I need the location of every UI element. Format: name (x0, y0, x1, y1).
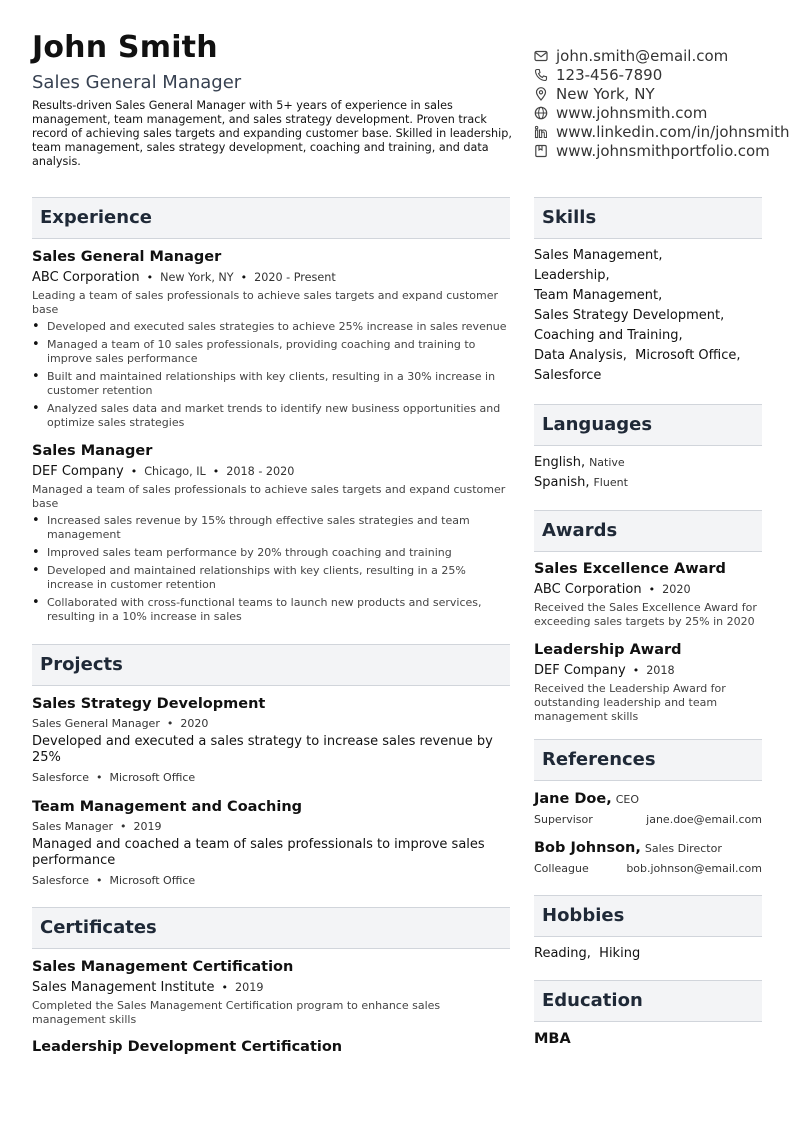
project-role: Sales Manager (32, 820, 113, 833)
linkedin-icon (534, 125, 548, 139)
skill-row (534, 326, 762, 346)
skill-row (534, 346, 762, 366)
contact-website-text: www.johnsmith.com (556, 103, 708, 122)
contact-linkedin[interactable] (534, 122, 794, 141)
reference-name: Bob Johnson, (534, 840, 641, 856)
contact-location (534, 84, 794, 103)
skill-item: Microsoft Office, (635, 348, 741, 363)
award-title: Leadership Award (534, 642, 682, 658)
achievement-item: • Analyzed sales data and market trends to identify new business opportunities and optimize sales strategies (32, 402, 510, 430)
reference-item (534, 840, 762, 875)
reference-details (534, 813, 762, 826)
award-meta: DEF Company • 2018 (534, 663, 675, 678)
contact-linkedin-text: www.linkedin.com/in/johnsmith (556, 122, 790, 141)
tool-tag: Salesforce (32, 874, 89, 887)
tool-tag: Microsoft Office (109, 874, 196, 887)
project-year: 2019 (133, 820, 162, 833)
certificate-item (32, 959, 510, 1027)
certificate-title: Leadership Development Certification (32, 1039, 343, 1055)
award-description: Received the Sales Excellence Award for exceeding sales targets by 25% in 2020 (534, 601, 757, 628)
projects-heading: Projects (32, 644, 510, 686)
awards-heading: Awards (534, 510, 762, 552)
project-title: Sales Strategy Development (32, 696, 266, 712)
certificate-item (32, 1039, 510, 1055)
location-icon (534, 87, 548, 101)
achievement-item: • Collaborated with cross-functional teams to launch new products and services, resulting in a 10% increase in sales (32, 596, 510, 624)
award-title: Sales Excellence Award (534, 561, 726, 577)
job-location: New York, NY (160, 271, 234, 284)
reference-name: Jane Doe, (534, 791, 612, 807)
hobbies-list (534, 944, 762, 964)
right-column (534, 197, 762, 1047)
reference-relation: Colleague (534, 862, 589, 875)
skill-item: Salesforce (534, 368, 602, 383)
job-description: Managed a team of sales professionals to achieve sales targets and expand customer base (32, 483, 506, 510)
certificate-title: Sales Management Certification (32, 959, 294, 975)
achievement-item: • Built and maintained relationships with key clients, resulting in a 30% increase in customer retention (32, 370, 510, 398)
contact-portfolio-text: www.johnsmithportfolio.com (556, 141, 770, 160)
candidate-title: Sales General Manager (32, 72, 242, 93)
languages-heading: Languages (534, 404, 762, 446)
award-description: Received the Leadership Award for outstanding leadership and team management skills (534, 682, 726, 723)
skill-item: Data Analysis, (534, 348, 627, 363)
job-dates: 2018 - 2020 (226, 465, 295, 478)
candidate-name: John Smith (32, 30, 218, 65)
project-year: 2020 (180, 717, 209, 730)
languages-list (534, 453, 762, 493)
certificate-year: 2019 (235, 981, 264, 994)
achievement-item: • Developed and executed sales strategies to achieve 25% increase in sales revenue (32, 320, 510, 334)
job-meta: DEF Company • Chicago, IL • 2018 - 2020 (32, 464, 295, 479)
project-role: Sales General Manager (32, 717, 160, 730)
project-title: Team Management and Coaching (32, 799, 303, 815)
portfolio-icon (534, 144, 548, 158)
award-year: 2020 (662, 583, 691, 596)
achievement-list (32, 514, 510, 624)
contact-portfolio[interactable] (534, 141, 794, 160)
experience-item (32, 443, 510, 624)
job-description: Leading a team of sales professionals to achieve sales targets and expand customer base (32, 289, 499, 316)
achievement-list (32, 320, 510, 430)
experience-item (32, 249, 510, 430)
job-title: Sales Manager (32, 443, 153, 459)
hobbies-heading: Hobbies (534, 895, 762, 937)
award-item (534, 561, 762, 629)
project-meta: Sales General Manager • 2020 (32, 717, 209, 730)
certificate-description: Completed the Sales Management Certification program to enhance sales management skills (32, 999, 441, 1026)
reference-position: CEO (615, 793, 640, 806)
job-title: Sales General Manager (32, 249, 222, 265)
reference-relation: Supervisor (534, 813, 593, 826)
reference-email[interactable]: jane.doe@email.com (646, 813, 762, 826)
language-level: Fluent (593, 476, 628, 489)
left-column (32, 197, 510, 1055)
contact-website[interactable] (534, 103, 794, 122)
certificate-issuer: Sales Management Institute (32, 980, 215, 995)
contact-phone[interactable] (534, 65, 794, 84)
project-item (32, 696, 510, 784)
language-item (534, 453, 762, 473)
skill-row (534, 306, 762, 326)
certificates-heading: Certificates (32, 907, 510, 949)
skill-row (534, 246, 762, 266)
achievement-item: • Developed and maintained relationships with key clients, resulting in a 25% increase in customer retention (32, 564, 510, 592)
hobby-item: Hiking (599, 946, 641, 961)
reference-position: Sales Director (644, 842, 722, 855)
project-description: Managed and coached a team of sales professionals to improve sales performance (32, 837, 485, 868)
phone-icon (534, 68, 548, 82)
achievement-item: • Improved sales team performance by 20% through coaching and training (32, 546, 510, 560)
job-dates: 2020 - Present (254, 271, 336, 284)
education-heading: Education (534, 980, 762, 1022)
language-name: English, (534, 455, 586, 470)
email-icon (534, 49, 548, 63)
contact-phone-text: 123-456-7890 (556, 65, 663, 84)
award-org: ABC Corporation (534, 582, 642, 597)
contact-email[interactable] (534, 46, 794, 65)
award-item (534, 642, 762, 724)
project-tools: Salesforce • Microsoft Office (32, 771, 196, 784)
contact-location-text: New York, NY (556, 84, 655, 103)
references-heading: References (534, 739, 762, 781)
experience-heading: Experience (32, 197, 510, 239)
company-name: DEF Company (32, 464, 124, 479)
achievement-item: • Increased sales revenue by 15% through effective sales strategies and team management (32, 514, 510, 542)
award-org: DEF Company (534, 663, 626, 678)
job-meta: ABC Corporation • New York, NY • 2020 - Present (32, 270, 336, 285)
reference-header (534, 840, 762, 856)
globe-icon (534, 106, 548, 120)
language-item (534, 473, 762, 493)
certificate-meta: Sales Management Institute • 2019 (32, 980, 264, 995)
skills-heading: Skills (534, 197, 762, 239)
skill-item: Team Management, (534, 288, 663, 303)
skill-row (534, 286, 762, 306)
skill-item: Leadership, (534, 268, 610, 283)
summary: Results-driven Sales General Manager with 5+ years of experience in sales management, team management, and sales strategy development. Proven track record of achieving sales targets and expanding customer base. Skilled in leadership, team management, sales strategy development, coaching and training, and data analysis. (32, 99, 512, 168)
contact-email-text: john.smith@email.com (556, 46, 729, 65)
skill-row (534, 266, 762, 286)
skill-item: Sales Management, (534, 248, 663, 263)
reference-details (534, 862, 762, 875)
award-meta: ABC Corporation • 2020 (534, 582, 691, 597)
reference-item (534, 791, 762, 826)
skills-list (534, 246, 762, 386)
skill-item: Coaching and Training, (534, 328, 683, 343)
tool-tag: Microsoft Office (109, 771, 196, 784)
reference-header (534, 791, 762, 807)
language-name: Spanish, (534, 475, 590, 490)
hobby-item: Reading, (534, 946, 591, 961)
contact-list (534, 46, 794, 160)
company-name: ABC Corporation (32, 270, 140, 285)
project-meta: Sales Manager • 2019 (32, 820, 162, 833)
award-year: 2018 (646, 664, 675, 677)
project-description: Developed and executed a sales strategy to increase sales revenue by 25% (32, 734, 493, 765)
project-item (32, 799, 510, 887)
job-location: Chicago, IL (144, 465, 206, 478)
project-tools: Salesforce • Microsoft Office (32, 874, 196, 887)
degree: MBA (534, 1031, 571, 1047)
achievement-item: • Managed a team of 10 sales professionals, providing coaching and training to improve sales performance (32, 338, 510, 366)
skill-item: Sales Strategy Development, (534, 308, 725, 323)
reference-email[interactable]: bob.johnson@email.com (626, 862, 762, 875)
language-level: Native (589, 456, 625, 469)
skill-row (534, 366, 762, 386)
tool-tag: Salesforce (32, 771, 89, 784)
